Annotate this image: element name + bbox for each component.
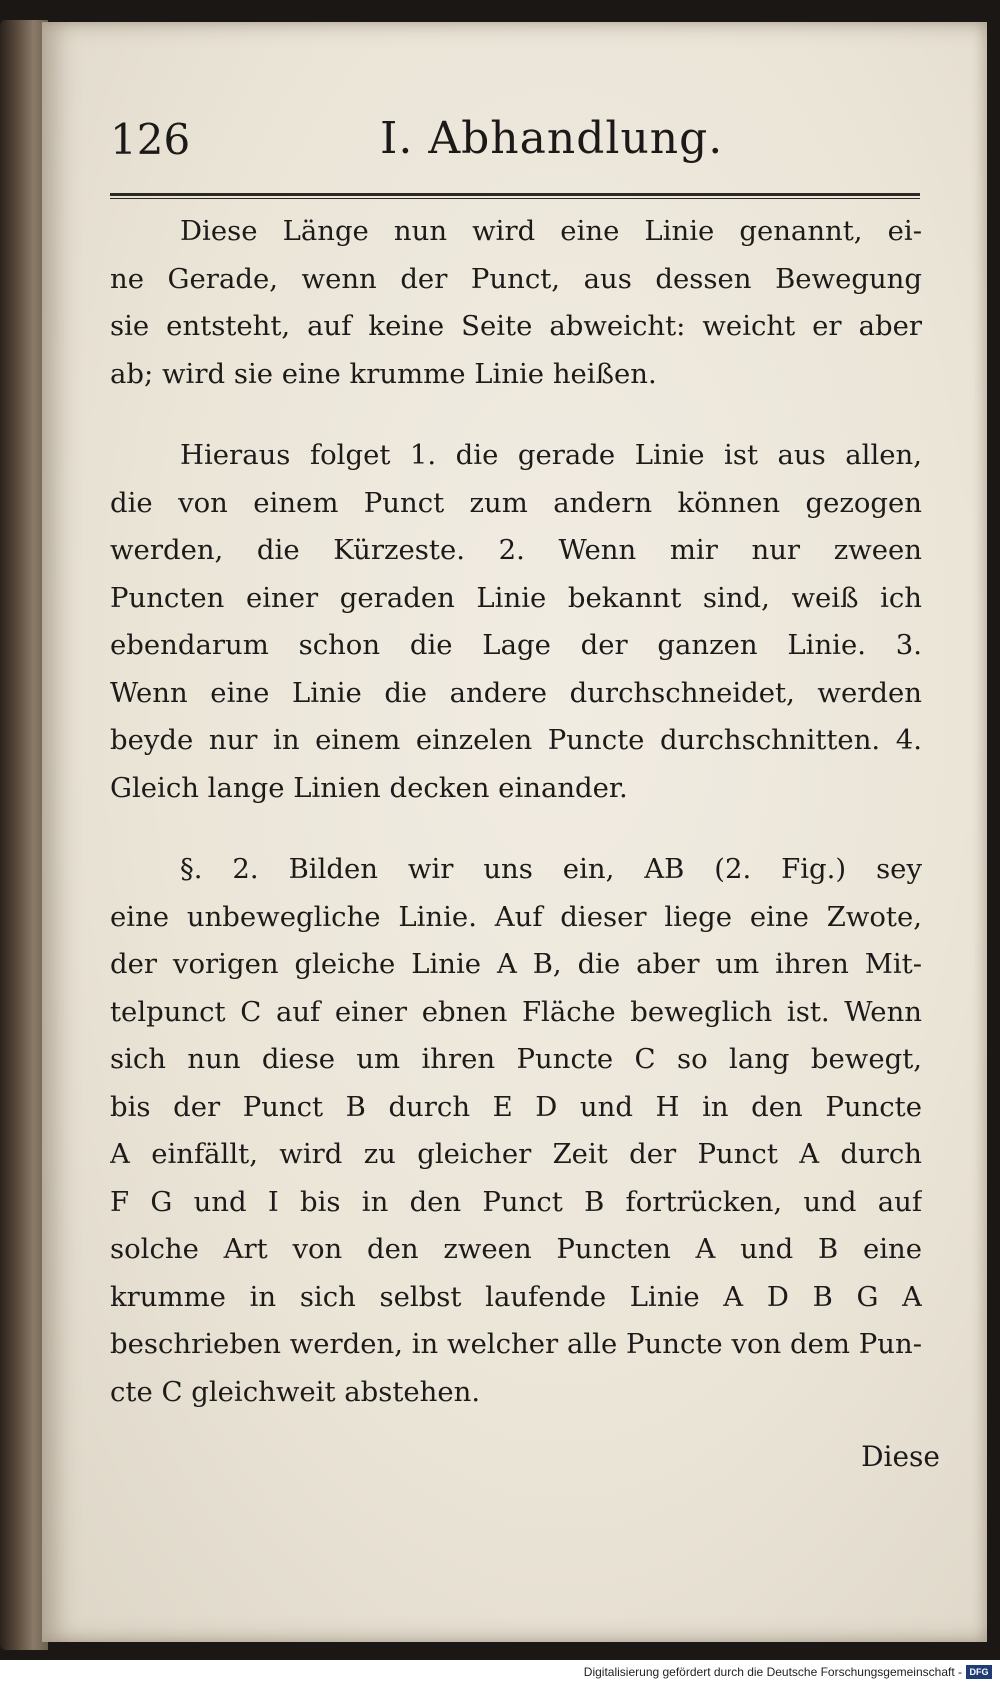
- text-line: die von einem Punct zum andern können gezogen: [110, 486, 922, 519]
- text-line: ab; wird sie eine krumme Linie heißen.: [110, 357, 657, 390]
- text-line: Puncten einer geraden Linie bekannt sind, weiß ich: [110, 581, 922, 614]
- paragraph-1: [110, 208, 922, 398]
- text-line: sie entsteht, auf keine Seite abweicht: weicht er aber: [110, 310, 922, 342]
- text-line: eine unbewegliche Linie. Auf dieser liege eine Zwote,: [110, 900, 922, 933]
- text-line: sich nun diese um ihren Puncte C so lang bewegt,: [110, 1043, 922, 1075]
- text-line: A einfällt, wird zu gleicher Zeit der Punct A durch: [110, 1138, 922, 1170]
- paragraph-3: [110, 846, 922, 1416]
- header-rule: [110, 193, 920, 199]
- body-text: [110, 208, 922, 1450]
- text-line: cte C gleichweit abstehen.: [110, 1375, 481, 1408]
- text-line: Hieraus folget 1. die gerade Linie ist aus allen,: [180, 439, 922, 471]
- text-line: Diese Länge nun wird eine Linie genannt, ei-: [180, 215, 922, 247]
- page-header: [110, 115, 920, 185]
- text-line: beyde nur in einem einzelen Puncte durchschnitten. 4.: [110, 724, 922, 756]
- text-line: Wenn eine Linie die andere durchschneidet, werden: [110, 676, 922, 709]
- catchword: Diese: [861, 1440, 940, 1473]
- dfg-logo: DFG: [966, 1665, 992, 1679]
- digitization-credit: Digitalisierung gefördert durch die Deutsche Forschungsgemeinschaft -: [583, 1665, 962, 1679]
- text-line: solche Art von den zween Puncten A und B eine: [110, 1233, 922, 1265]
- text-line: F G und I bis in den Punct B fortrücken, und auf: [110, 1185, 922, 1218]
- page-number: 126: [110, 115, 191, 164]
- running-head: I. Abhandlung.: [380, 113, 724, 164]
- text-line: krumme in sich selbst laufende Linie A D B G A: [110, 1280, 922, 1313]
- text-line: werden, die Kürzeste. 2. Wenn mir nur zween: [110, 534, 922, 566]
- text-line: ebendarum schon die Lage der ganzen Linie. 3.: [110, 629, 922, 661]
- text-line: bis der Punct B durch E D und H in den Puncte: [110, 1090, 922, 1123]
- text-line: der vorigen gleiche Linie A B, die aber um ihren Mit-: [110, 948, 922, 980]
- text-line: ne Gerade, wenn der Punct, aus dessen Bewegung: [110, 262, 922, 295]
- book-spine-edge: [0, 20, 48, 1650]
- paragraph-2: [110, 432, 922, 812]
- digitization-footer: [0, 1660, 1000, 1687]
- text-line: Gleich lange Linien decken einander.: [110, 771, 628, 804]
- text-line: beschrieben werden, in welcher alle Puncte von dem Pun-: [110, 1328, 922, 1360]
- text-line: telpunct C auf einer ebnen Fläche beweglich ist. Wenn: [110, 995, 922, 1028]
- text-line: §. 2. Bilden wir uns ein, AB (2. Fig.) sey: [180, 853, 922, 885]
